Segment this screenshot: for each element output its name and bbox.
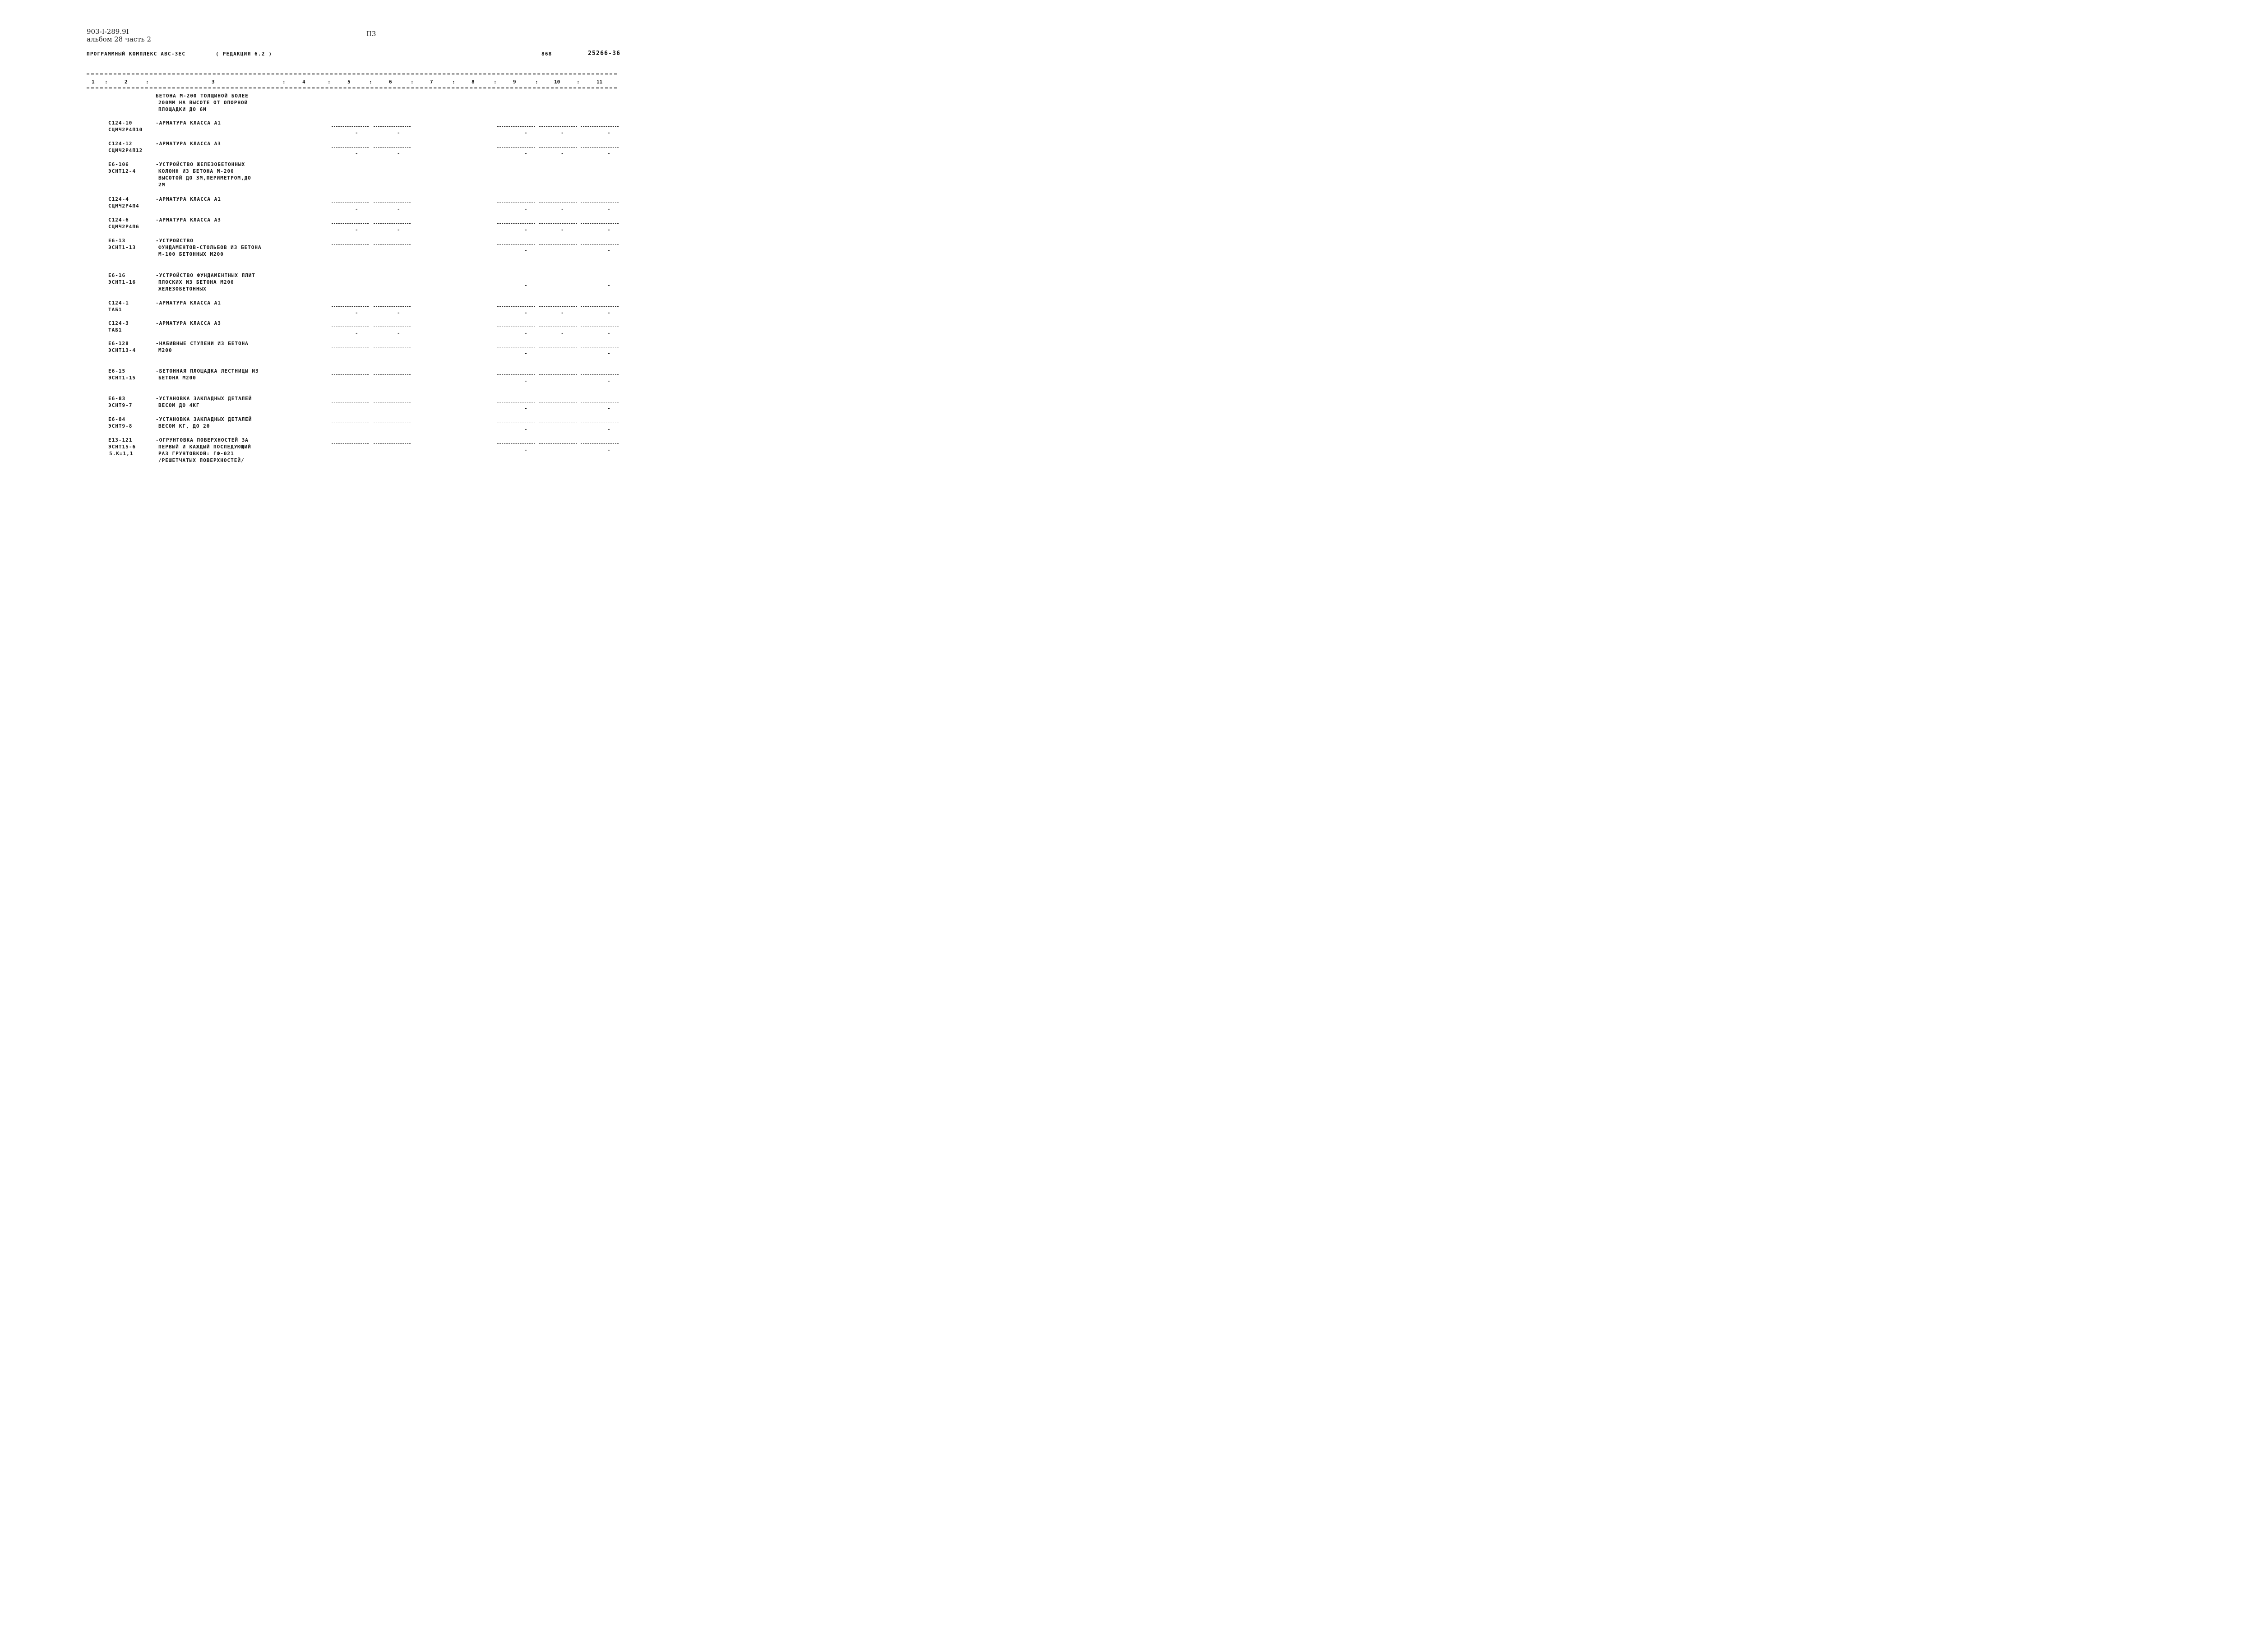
cell-col9-lower: - (524, 206, 528, 212)
cell-separator (581, 223, 619, 224)
row-description: -УСТАНОВКА ЗАКЛАДНЫХ ДЕТАЛЕЙ (156, 396, 252, 401)
row-description: -НАБИВНЫЕ СТУПЕНИ ИЗ БЕТОНА (156, 341, 249, 346)
column-number: 1 (92, 79, 95, 85)
cell-col9-lower: - (524, 447, 528, 453)
row-code-secondary: ТАБ1 (108, 327, 122, 333)
row-code-secondary: СЦМЧ2Р4П4 (108, 203, 139, 209)
cell-separator (581, 306, 619, 307)
cell-separator (374, 244, 411, 245)
program-title: ПРОГРАММНЫЙ КОМПЛЕКС АВС-ЗЕС (87, 51, 186, 57)
row-code: Е6-84 (108, 416, 126, 422)
row-description: ПЛОЩАДКИ ДО 6М (158, 106, 207, 112)
row-code-secondary: ТАБ1 (108, 307, 122, 313)
cell-col6-lower: - (397, 310, 401, 316)
cell-separator (374, 306, 411, 307)
row-code: Е6-13 (108, 238, 126, 244)
cell-separator (497, 374, 535, 375)
row-description: -УСТРОЙСТВО ФУНДАМЕНТНЫХ ПЛИТ (156, 272, 256, 278)
cell-col11-lower: - (607, 206, 611, 212)
row-code-secondary: СЦМЧ2Р4П6 (108, 224, 139, 230)
document-code: 903-I-289.9I (87, 28, 129, 36)
column-separator: : (105, 79, 108, 85)
row-description: -УСТРОЙСТВО ЖЕЛЕЗОБЕТОННЫХ (156, 162, 245, 167)
row-code: С124-6 (108, 217, 129, 223)
column-separator: : (146, 79, 149, 85)
cell-col11-lower: - (607, 248, 611, 254)
cell-col9-lower: - (524, 406, 528, 411)
cell-separator (374, 374, 411, 375)
column-separator: : (411, 79, 414, 85)
row-description: -УСТРОЙСТВО (156, 238, 194, 244)
cell-col9-lower: - (524, 426, 528, 432)
album-label: альбом 28 часть 2 (87, 35, 152, 43)
cell-col5-lower: - (355, 227, 359, 233)
cell-col11-lower: - (607, 426, 611, 432)
column-separator: : (282, 79, 286, 85)
column-number: 8 (472, 79, 475, 85)
cell-col10-lower: - (561, 310, 564, 316)
cell-col11-lower: - (607, 378, 611, 384)
row-description: ПЕРВЫЙ И КАЖДЫЙ ПОСЛЕДУЮЩИЙ (158, 444, 251, 450)
column-number: 3 (212, 79, 215, 85)
cell-col9-lower: - (524, 282, 528, 288)
cell-separator (581, 244, 619, 245)
row-code: С124-12 (108, 141, 133, 147)
cell-separator (539, 126, 577, 127)
cell-col5-lower: - (355, 151, 359, 157)
row-description: -АРМАТУРА КЛАССА А1 (156, 120, 221, 126)
cell-col9-lower: - (524, 248, 528, 254)
column-number: 11 (596, 79, 603, 85)
cell-col5-lower: - (355, 310, 359, 316)
cell-separator (497, 126, 535, 127)
cell-col11-lower: - (607, 151, 611, 157)
cell-col6-lower: - (397, 227, 401, 233)
cell-col6-lower: - (397, 130, 401, 136)
row-code-secondary: ЭСНТ1-13 (108, 245, 136, 250)
cell-col6-lower: - (397, 151, 401, 157)
row-description: -АРМАТУРА КЛАССА А3 (156, 320, 221, 326)
cell-separator (581, 147, 619, 148)
cell-separator (332, 126, 369, 127)
cell-separator (332, 244, 369, 245)
row-code-secondary: ЭСНТ13-4 (108, 347, 136, 353)
cell-col5-lower: - (355, 206, 359, 212)
row-code: Е13-121 (108, 437, 133, 443)
cell-col11-lower: - (607, 351, 611, 356)
cell-col11-lower: - (607, 130, 611, 136)
row-code-secondary: СЦМЧ2Р4П10 (108, 127, 143, 133)
cell-col9-lower: - (524, 310, 528, 316)
row-description: М200 (158, 347, 172, 353)
row-description: ВЕСОМ КГ, ДО 20 (158, 423, 210, 429)
row-description: ВЕСОМ ДО 4КГ (158, 402, 200, 408)
row-code: С124-3 (108, 320, 129, 326)
cell-separator (581, 443, 619, 444)
row-description: БЕТОНА М200 (158, 375, 196, 381)
row-code-coefficient: 5.К=1,1 (109, 451, 134, 457)
cell-separator (581, 374, 619, 375)
cell-col9-lower: - (524, 151, 528, 157)
column-number: 2 (125, 79, 128, 85)
cell-separator (539, 306, 577, 307)
cell-col6-lower: - (397, 330, 401, 336)
row-code: Е6-128 (108, 341, 129, 346)
cell-col9-lower: - (524, 351, 528, 356)
column-number: 6 (389, 79, 392, 85)
page-number: II3 (366, 30, 376, 38)
row-description: ЖЕЛЕЗОБЕТОННЫХ (158, 286, 207, 292)
column-number: 4 (302, 79, 305, 85)
row-description: -УСТАНОВКА ЗАКЛАДНЫХ ДЕТАЛЕЙ (156, 416, 252, 422)
column-separator: : (494, 79, 497, 85)
row-code-secondary: ЭСНТ12-4 (108, 168, 136, 174)
row-description: 200ММ НА ВЫСОТЕ ОТ ОПОРНОЙ (158, 100, 248, 106)
row-description: /РЕШЕТЧАТЫХ ПОВЕРХНОСТЕЙ/ (158, 457, 245, 463)
cell-col9-lower: - (524, 130, 528, 136)
cell-separator (374, 443, 411, 444)
cell-separator (581, 126, 619, 127)
row-code: Е6-106 (108, 162, 129, 167)
cell-separator (497, 223, 535, 224)
cell-separator (539, 147, 577, 148)
row-code-secondary: ЭСНТ15-6 (108, 444, 136, 450)
cell-col6-lower: - (397, 206, 401, 212)
column-separator: : (577, 79, 580, 85)
cell-separator (539, 374, 577, 375)
row-code: Е6-16 (108, 272, 126, 278)
row-code-secondary: ЭСНТ9-7 (108, 402, 133, 408)
row-code: Е6-15 (108, 368, 126, 374)
cell-col11-lower: - (607, 310, 611, 316)
cell-col10-lower: - (561, 151, 564, 157)
cell-separator (332, 306, 369, 307)
column-number: 10 (554, 79, 560, 85)
cell-separator (332, 443, 369, 444)
row-description: -ОГРУНТОВКА ПОВЕРХНОСТЕЙ ЗА (156, 437, 249, 443)
cell-col9-lower: - (524, 378, 528, 384)
cell-col10-lower: - (561, 206, 564, 212)
row-code: С124-10 (108, 120, 133, 126)
row-description: ВЫСОТОЙ ДО 3М,ПЕРИМЕТРОМ,ДО (158, 175, 251, 181)
cell-separator (332, 223, 369, 224)
column-separator: : (328, 79, 331, 85)
cell-separator (539, 244, 577, 245)
cell-col10-lower: - (561, 330, 564, 336)
cell-separator (497, 306, 535, 307)
row-description: КОЛОНН ИЗ БЕТОНА М-200 (158, 168, 234, 174)
cell-col11-lower: - (607, 447, 611, 453)
cell-col11-lower: - (607, 282, 611, 288)
row-description: БЕТОНА М-200 ТОЛЩИНОЙ БОЛЕЕ (156, 93, 249, 99)
row-code-secondary: ЭСНТ9-8 (108, 423, 133, 429)
row-description: -АРМАТУРА КЛАССА А1 (156, 196, 221, 202)
sheet-code: 868 (541, 51, 552, 57)
cell-separator (332, 374, 369, 375)
row-code: С124-4 (108, 196, 129, 202)
cell-col5-lower: - (355, 130, 359, 136)
cell-col10-lower: - (561, 227, 564, 233)
row-code-secondary: ЭСНТ1-15 (108, 375, 136, 381)
cell-col5-lower: - (355, 330, 359, 336)
document-number: 25266-36 (588, 50, 621, 57)
cell-col11-lower: - (607, 406, 611, 411)
column-separator: : (369, 79, 372, 85)
row-description: РАЗ ГРУНТОВКОЙ: ГФ-021 (158, 451, 234, 457)
cell-separator (374, 147, 411, 148)
program-edition: ( РЕДАКЦИЯ 6.2 ) (216, 51, 273, 57)
cell-separator (497, 443, 535, 444)
cell-col9-lower: - (524, 227, 528, 233)
row-description: -АРМАТУРА КЛАССА А3 (156, 217, 221, 223)
row-code-secondary: ЭСНТ1-16 (108, 279, 136, 285)
cell-separator (497, 244, 535, 245)
row-code: Е6-83 (108, 396, 126, 401)
cell-col10-lower: - (561, 130, 564, 136)
column-separator: : (452, 79, 455, 85)
cell-col9-lower: - (524, 330, 528, 336)
row-description: М-100 БЕТОННЫХ М200 (158, 251, 224, 257)
row-description: ПЛОСКИХ ИЗ БЕТОНА М200 (158, 279, 234, 285)
row-description: -АРМАТУРА КЛАССА А1 (156, 300, 221, 306)
row-code: С124-1 (108, 300, 129, 306)
row-description: 2М (158, 182, 166, 188)
column-number: 9 (513, 79, 516, 85)
row-description: -БЕТОННАЯ ПЛОЩАДКА ЛЕСТНИЦЫ ИЗ (156, 368, 259, 374)
cell-separator (374, 126, 411, 127)
cell-separator (539, 443, 577, 444)
row-description: -АРМАТУРА КЛАССА А3 (156, 141, 221, 147)
cell-separator (332, 147, 369, 148)
cell-col11-lower: - (607, 330, 611, 336)
row-code-secondary: СЦМЧ2Р4П12 (108, 148, 143, 153)
cell-col11-lower: - (607, 227, 611, 233)
cell-separator (497, 147, 535, 148)
cell-separator (374, 223, 411, 224)
column-number: 7 (430, 79, 433, 85)
row-description: ФУНДАМЕНТОВ-СТОЛЬБОВ ИЗ БЕТОНА (158, 245, 262, 250)
column-number: 5 (347, 79, 351, 85)
cell-separator (539, 223, 577, 224)
column-separator: : (535, 79, 538, 85)
